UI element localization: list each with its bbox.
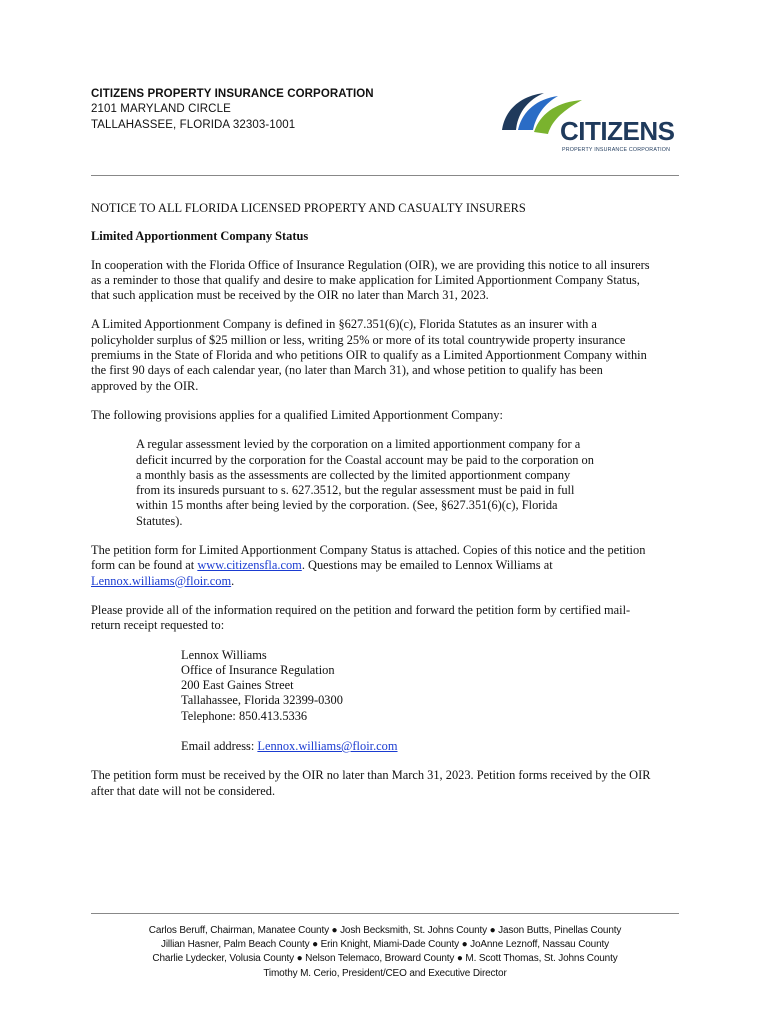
notice-subtitle: Limited Apportionment Company Status — [91, 229, 309, 244]
address-email-link[interactable]: Lennox.williams@floir.com — [257, 739, 398, 754]
citizens-website-link[interactable]: www.citizensfla.com — [197, 558, 302, 573]
paragraph-provisions-intro: The following provisions applies for a qualified Limited Apportionment Company: — [91, 407, 503, 422]
petition-text-3: . — [231, 573, 235, 588]
petition-text-1: The petition form for Limited Apportionment Company Status is attached. Copies of this notice and the petition form can be found at — [91, 543, 646, 573]
notice-title: NOTICE TO ALL FLORIDA LICENSED PROPERTY AND CASUALTY INSURERS — [91, 201, 526, 215]
contact-email-link[interactable]: Lennox.williams@floir.com — [91, 573, 232, 588]
paragraph-reminder: In cooperation with the Florida Office of Insurance Regulation (OIR), we are providing this notice to all insurers as a reminder to those that qualify and desire to make application for Limited Apportionment Company Status, that such application must be received by the OIR no later than March 31, 2023. — [91, 257, 650, 303]
address-email-line — [181, 739, 651, 754]
paragraph-deadline: The petition form must be received by the OIR no later than March 31, 2023. Petition forms received by the OIR after that date will not be considered. — [91, 768, 651, 798]
footer-divider — [91, 913, 679, 914]
address-name: Lennox Williams — [181, 647, 267, 662]
footer-line-4: Timothy M. Cerio, President/CEO and Executive Director — [263, 967, 507, 979]
company-street: 2101 MARYLAND CIRCLE — [91, 103, 231, 115]
address-city: Tallahassee, Florida 32399-0300 — [181, 693, 343, 708]
company-city: TALLAHASSEE, FLORIDA 32303-1001 — [91, 119, 296, 131]
logo-tagline: PROPERTY INSURANCE CORPORATION — [562, 147, 671, 153]
company-name: CITIZENS PROPERTY INSURANCE CORPORATION — [91, 88, 374, 100]
footer-line-1: Carlos Beruff, Chairman, Manatee County ● Josh Becksmith, St. Johns County ● Jason Butts, Pinellas County — [148, 925, 622, 936]
provision-block: A regular assessment levied by the corporation on a limited apportionment company for a deficit incurred by the corporation for the Coastal account may be paid to the corporation on a monthly basis as the assessments are collected by the limited apportionment company from its insureds pursuant to s. 627.3512, but the regular assessment must be paid in full within 15 months after being levied by the corporation. (See, §627.351(6)(c), Florida Statutes). — [136, 437, 594, 528]
footer-line-2: Jillian Hasner, Palm Beach County ● Erin Knight, Miami-Dade County ● JoAnne Leznoff, Nassau County — [161, 939, 609, 951]
email-label: Email address: — [181, 739, 258, 754]
paragraph-definition: A Limited Apportionment Company is defined in §627.351(6)(c), Florida Statutes as an insurer with a policyholder surplus of $25 million or less, writing 25% or more of its total countrywide property insurance premiums in the State of Florida and who petitions OIR to qualify as a Limited Apportionment Company within the first 90 days of each calendar year, (no later than March 31), and whose petition to qualify has been approved by the OIR. — [91, 317, 647, 393]
logo-wordmark: CITIZENS — [560, 116, 675, 146]
mailing-address — [181, 648, 651, 724]
citizens-logo — [496, 88, 678, 164]
address-org: Office of Insurance Regulation — [181, 662, 335, 677]
header-divider — [91, 175, 679, 176]
paragraph-petition-form — [91, 543, 651, 589]
notice-body — [91, 201, 651, 813]
address-street: 200 East Gaines Street — [181, 678, 294, 693]
petition-text-2: . Questions may be emailed to Lennox Williams at — [301, 558, 553, 573]
board-footer — [91, 924, 679, 981]
paragraph-mail-instructions: Please provide all of the information required on the petition and forward the petition form by certified mail-return receipt requested to: — [91, 602, 631, 633]
address-phone: Telephone: 850.413.5336 — [181, 708, 308, 723]
footer-line-3: Charlie Lydecker, Volusia County ● Nelson Telemaco, Broward County ● M. Scott Thomas, St. Johns County — [152, 953, 618, 965]
